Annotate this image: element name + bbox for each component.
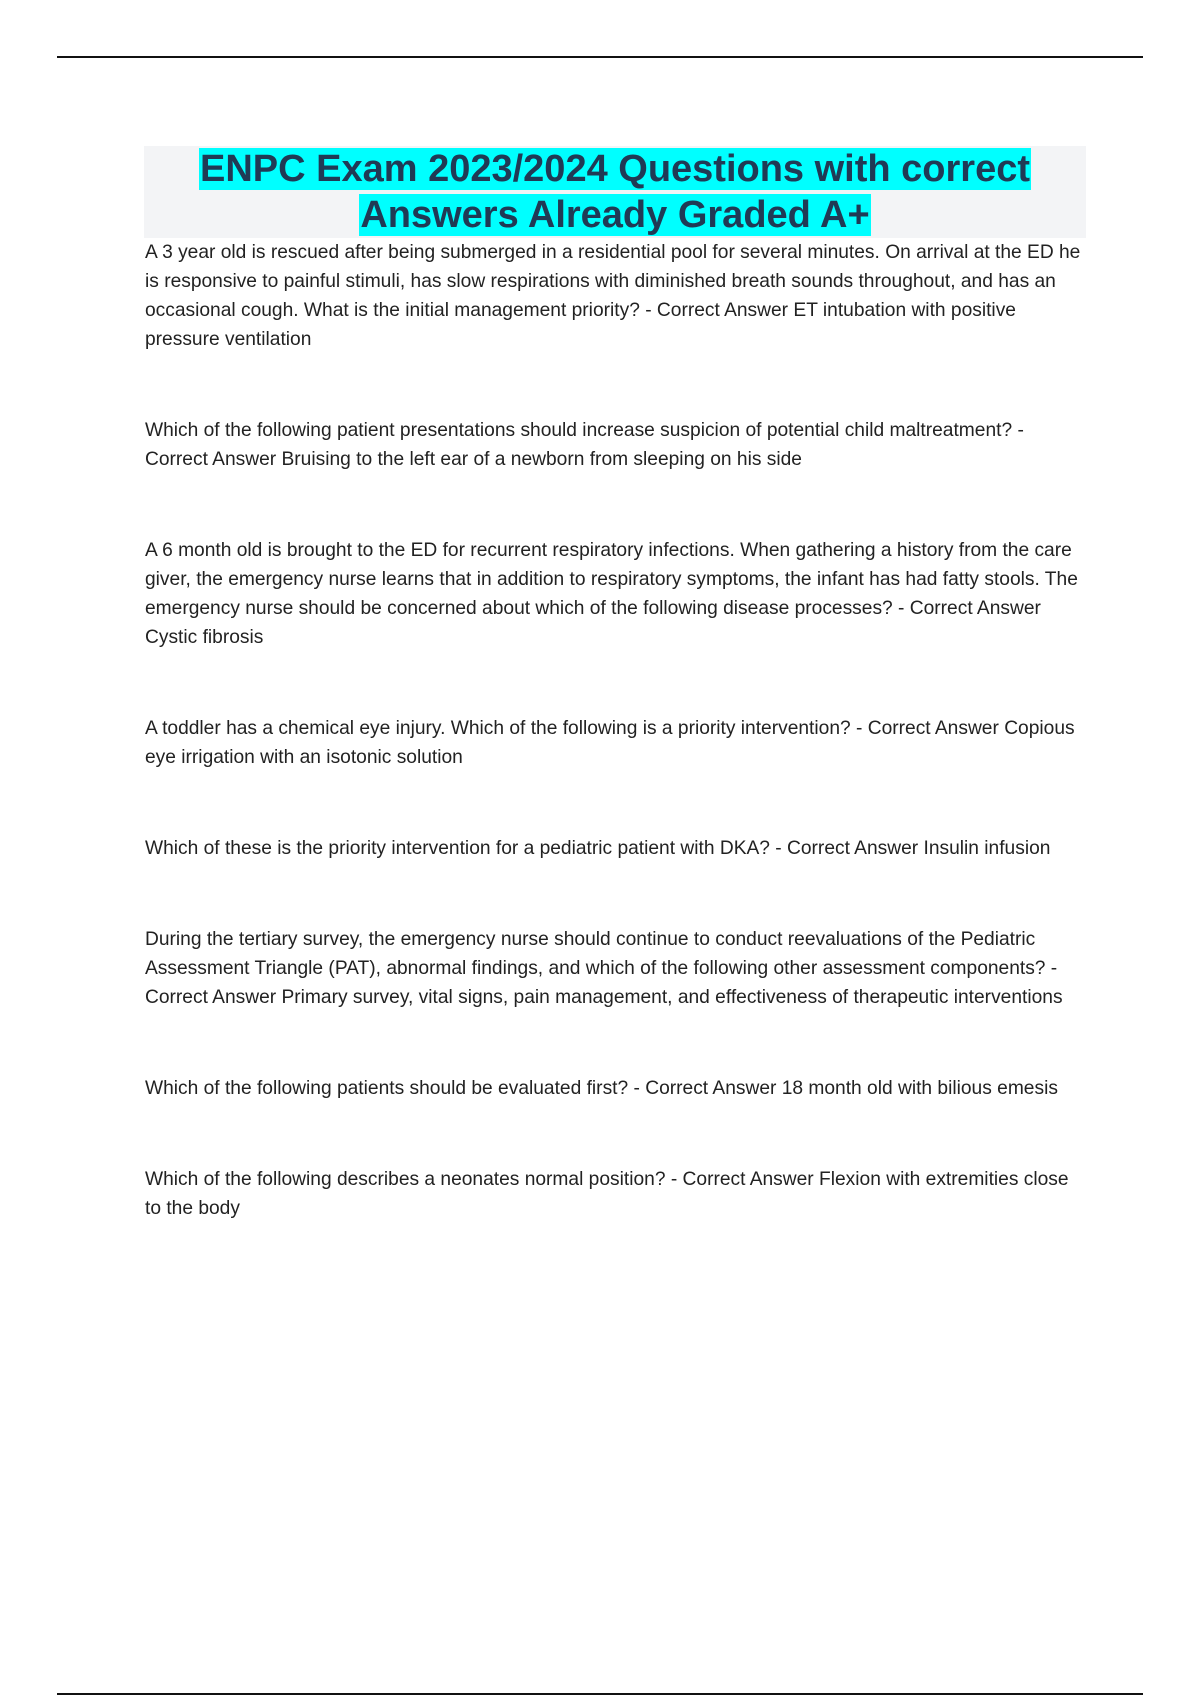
qa-item-2: Which of the following patient presentations should increase suspicion of potential child maltreatment? - Correct Answer Bruising to the left ear of a newborn from sleeping on his side	[145, 420, 1024, 470]
footer-rule	[57, 1693, 1143, 1695]
header-rule	[57, 56, 1143, 58]
qa-item-8: Which of the following describes a neonates normal position? - Correct Answer Flexion with extremities close to the body	[145, 1169, 1069, 1219]
qa-item-6: During the tertiary survey, the emergency nurse should continue to conduct reevaluations of the Pediatric Assessment Triangle (PAT), abnormal findings, and which of the following other assessment components? - Correct Answer Primary survey, vital signs, pain management, and effectiveness of therapeutic interventions	[145, 929, 1063, 1008]
qa-list	[145, 238, 1085, 1223]
title-line-2: Answers Already Graded A+	[360, 194, 870, 236]
title-line-1: ENPC Exam 2023/2024 Questions with correct	[199, 148, 1031, 190]
document-title	[144, 146, 1086, 238]
qa-item-5: Which of these is the priority intervention for a pediatric patient with DKA? - Correct Answer Insulin infusion	[145, 838, 1051, 859]
qa-item-7: Which of the following patients should be evaluated first? - Correct Answer 18 month old with bilious emesis	[145, 1078, 1058, 1099]
qa-item-3: A 6 month old is brought to the ED for recurrent respiratory infections. When gathering a history from the care giver, the emergency nurse learns that in addition to respiratory symptoms, the infant has had fatty stools. The emergency nurse should be concerned about which of the following disease processes? - Correct Answer Cystic fibrosis	[145, 540, 1078, 648]
qa-item-4: A toddler has a chemical eye injury. Which of the following is a priority intervention? - Correct Answer Copious eye irrigation with an isotonic solution	[145, 718, 1075, 768]
qa-item-1: A 3 year old is rescued after being submerged in a residential pool for several minutes. On arrival at the ED he is responsive to painful stimuli, has slow respirations with diminished breath sounds throughout, and has an occasional cough. What is the initial management priority? - Correct Answer ET intubation with positive pressure ventilation	[145, 242, 1081, 350]
